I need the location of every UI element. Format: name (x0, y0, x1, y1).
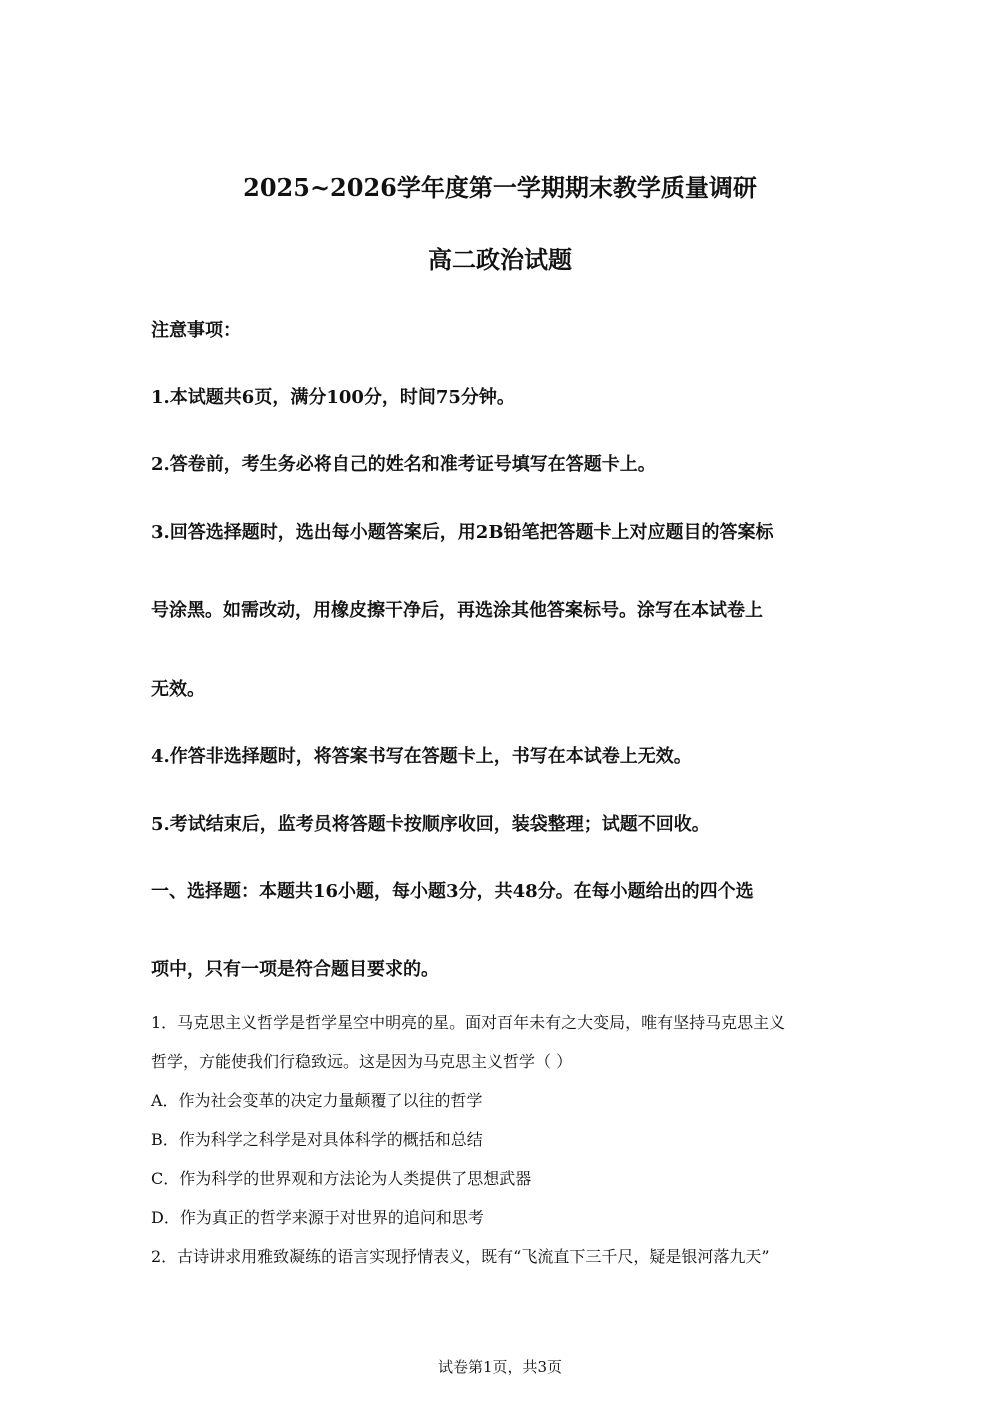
section-1-heading-line-1: 一、选择题：本题共16小题，每小题3分，共48分。在每小题给出的四个选 (151, 881, 754, 902)
notice-item-2: 2.答卷前，考生务必将自己的姓名和准考证号填写在答题卡上。 (151, 454, 656, 475)
notice-item-3-line-2: 号涂黑。如需改动，用橡皮擦干净后，再选涂其他答案标号。涂写在本试卷上 (151, 600, 763, 621)
exam-title: 2025~2026学年度第一学期期末教学质量调研 (243, 173, 757, 202)
question-1-option-d: D．作为真正的哲学来源于对世界的追问和思考 (151, 1208, 484, 1227)
notice-item-3-line-1: 3.回答选择题时，选出每小题答案后，用2B铅笔把答题卡上对应题目的答案标 (151, 522, 774, 543)
question-1-option-a: A．作为社会变革的决定力量颠覆了以往的哲学 (151, 1091, 483, 1110)
question-1-option-b: B．作为科学之科学是对具体科学的概括和总结 (151, 1130, 483, 1149)
notice-item-5: 5.考试结束后，监考员将答题卡按顺序收回，装袋整理；试题不回收。 (151, 814, 710, 835)
question-1-stem-line-1: 1．马克思主义哲学是哲学星空中明亮的星。面对百年未有之大变局，唯有坚持马克思主义 (151, 1013, 786, 1032)
question-1-stem-line-2: 哲学，方能使我们行稳致远。这是因为马克思主义哲学（ ） (151, 1052, 573, 1071)
notice-item-3-line-3: 无效。 (151, 679, 205, 700)
exam-subtitle: 高二政治试题 (428, 245, 572, 274)
question-1-option-c: C．作为科学的世界观和方法论为人类提供了思想武器 (151, 1169, 532, 1188)
notice-item-1: 1.本试题共6页，满分100分，时间75分钟。 (151, 387, 515, 408)
page-footer: 试卷第1页，共3页 (437, 1358, 563, 1376)
question-2-stem-line-1: 2．古诗讲求用雅致凝练的语言实现抒情表义，既有“飞流直下三千尺，疑是银河落九天” (151, 1247, 770, 1266)
section-1-heading-line-2: 项中，只有一项是符合题目要求的。 (151, 959, 439, 980)
notice-heading: 注意事项： (151, 320, 241, 341)
notice-item-4: 4.作答非选择题时，将答案书写在答题卡上，书写在本试卷上无效。 (151, 746, 692, 767)
